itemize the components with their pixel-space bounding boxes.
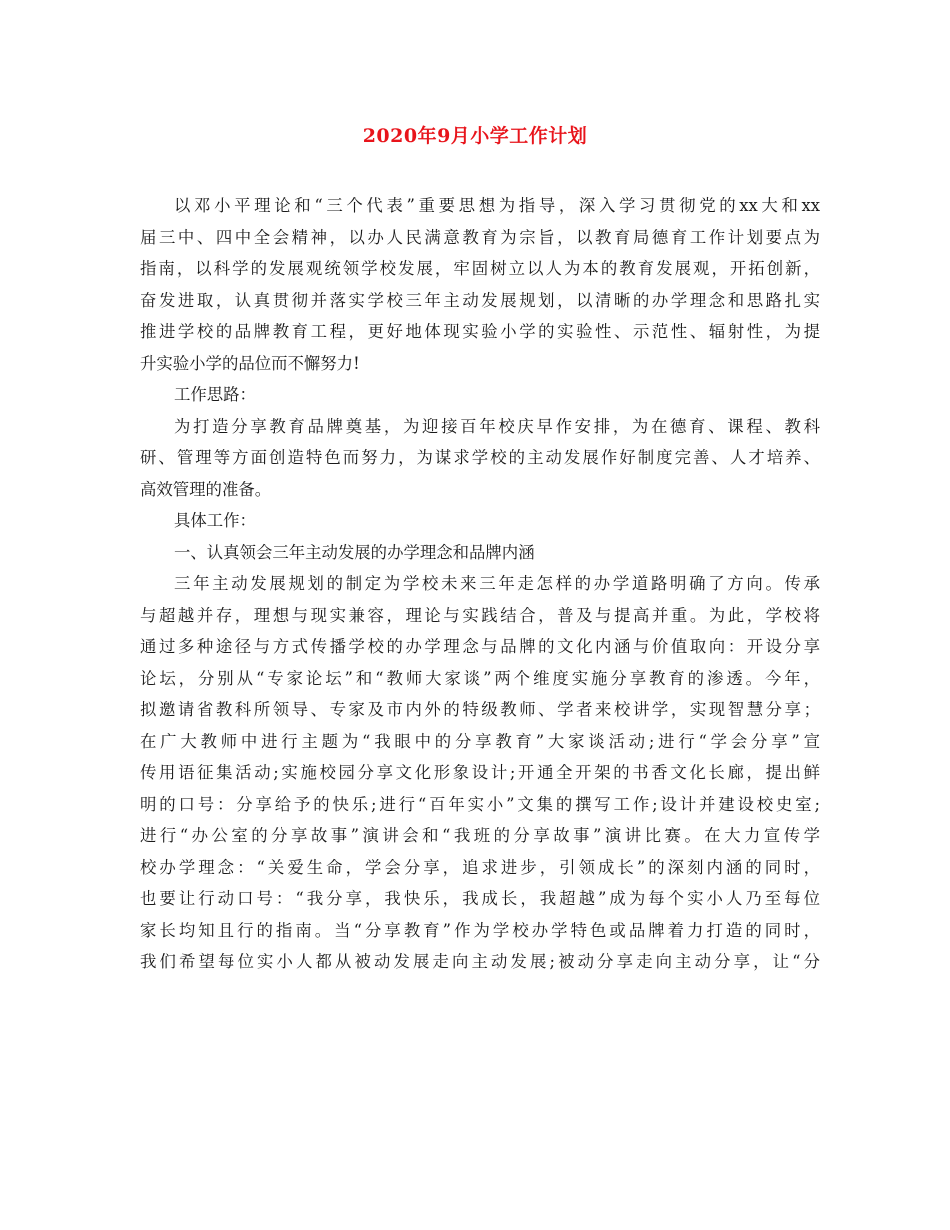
text-line: 奋发进取，认真贯彻并落实学校三年主动发展规划，以清晰的办学理念和思路扎实	[140, 290, 820, 310]
text-line: 在广大教师中进行主题为“我眼中的分享教育”大家谈活动;进行“学会分享”宣	[140, 731, 820, 751]
text-line: 为打造分享教育品牌奠基，为迎接百年校庆早作安排，为在德育、课程、教科	[174, 416, 820, 436]
text-line: 一、认真领会三年主动发展的办学理念和品牌内涵	[174, 542, 535, 562]
text-line: 三年主动发展规划的制定为学校未来三年走怎样的办学道路明确了方向。传承	[174, 574, 820, 593]
text-line: 校办学理念：“关爱生命，学会分享，追求进步，引领成长”的深刻内涵的同时，	[140, 857, 820, 877]
text-line: 明的口号：分享给予的快乐;进行“百年实小”文集的撰写工作;设计并建设校史室;	[140, 794, 820, 814]
text-line: 家长均知且行的指南。当“分享教育”作为学校办学特色或品牌着力打造的同时，	[140, 920, 820, 940]
text-line: 届三中、四中全会精神，以办人民满意教育为宗旨，以教育局德育工作计划要点为	[140, 227, 820, 247]
text-line: 具体工作：	[174, 511, 256, 530]
text-line: 传用语征集活动;实施校园分享文化形象设计;开通全开架的书香文化长廊，提出鲜	[140, 763, 820, 782]
text-line: 升实验小学的品位而不懈努力!	[140, 353, 360, 373]
text-line: 以邓小平理论和“三个代表”重要思想为指导，深入学习贯彻党的xx大和xx	[174, 196, 820, 215]
document-title: 2020年9月小学工作计划	[362, 125, 588, 147]
text-line: 高效管理的准备。	[140, 479, 272, 499]
text-line: 研、管理等方面创造特色而努力，为谋求学校的主动发展作好制度完善、人才培养、	[140, 448, 820, 467]
text-line: 我们希望每位实小人都从被动发展走向主动发展;被动分享走向主动分享，让“分	[140, 952, 820, 971]
text-line: 论坛，分别从“专家论坛”和“教师大家谈”两个维度实施分享教育的渗透。今年，	[140, 668, 820, 688]
text-line: 推进学校的品牌教育工程，更好地体现实验小学的实验性、示范性、辐射性，为提	[140, 322, 820, 341]
document-body	[140, 190, 820, 978]
text-line: 也要让行动口号：“我分享，我快乐，我成长，我超越”成为每个实小人乃至每位	[140, 889, 820, 908]
text-line: 拟邀请省教科所领导、专家及市内外的特级教师、学者来校讲学，实现智慧分享；	[140, 700, 820, 719]
text-line: 通过多种途径与方式传播学校的办学理念与品牌的文化内涵与价值取向：开设分享	[140, 637, 820, 656]
text-line: 进行“办公室的分享故事”演讲会和“我班的分享故事”演讲比赛。在大力宣传学	[140, 826, 820, 845]
text-line: 指南，以科学的发展观统领学校发展，牢固树立以人为本的教育发展观，开拓创新，	[140, 259, 820, 278]
text-line: 与超越并存，理想与现实兼容，理论与实践结合，普及与提高并重。为此，学校将	[140, 605, 820, 625]
text-line: 工作思路：	[174, 385, 256, 404]
